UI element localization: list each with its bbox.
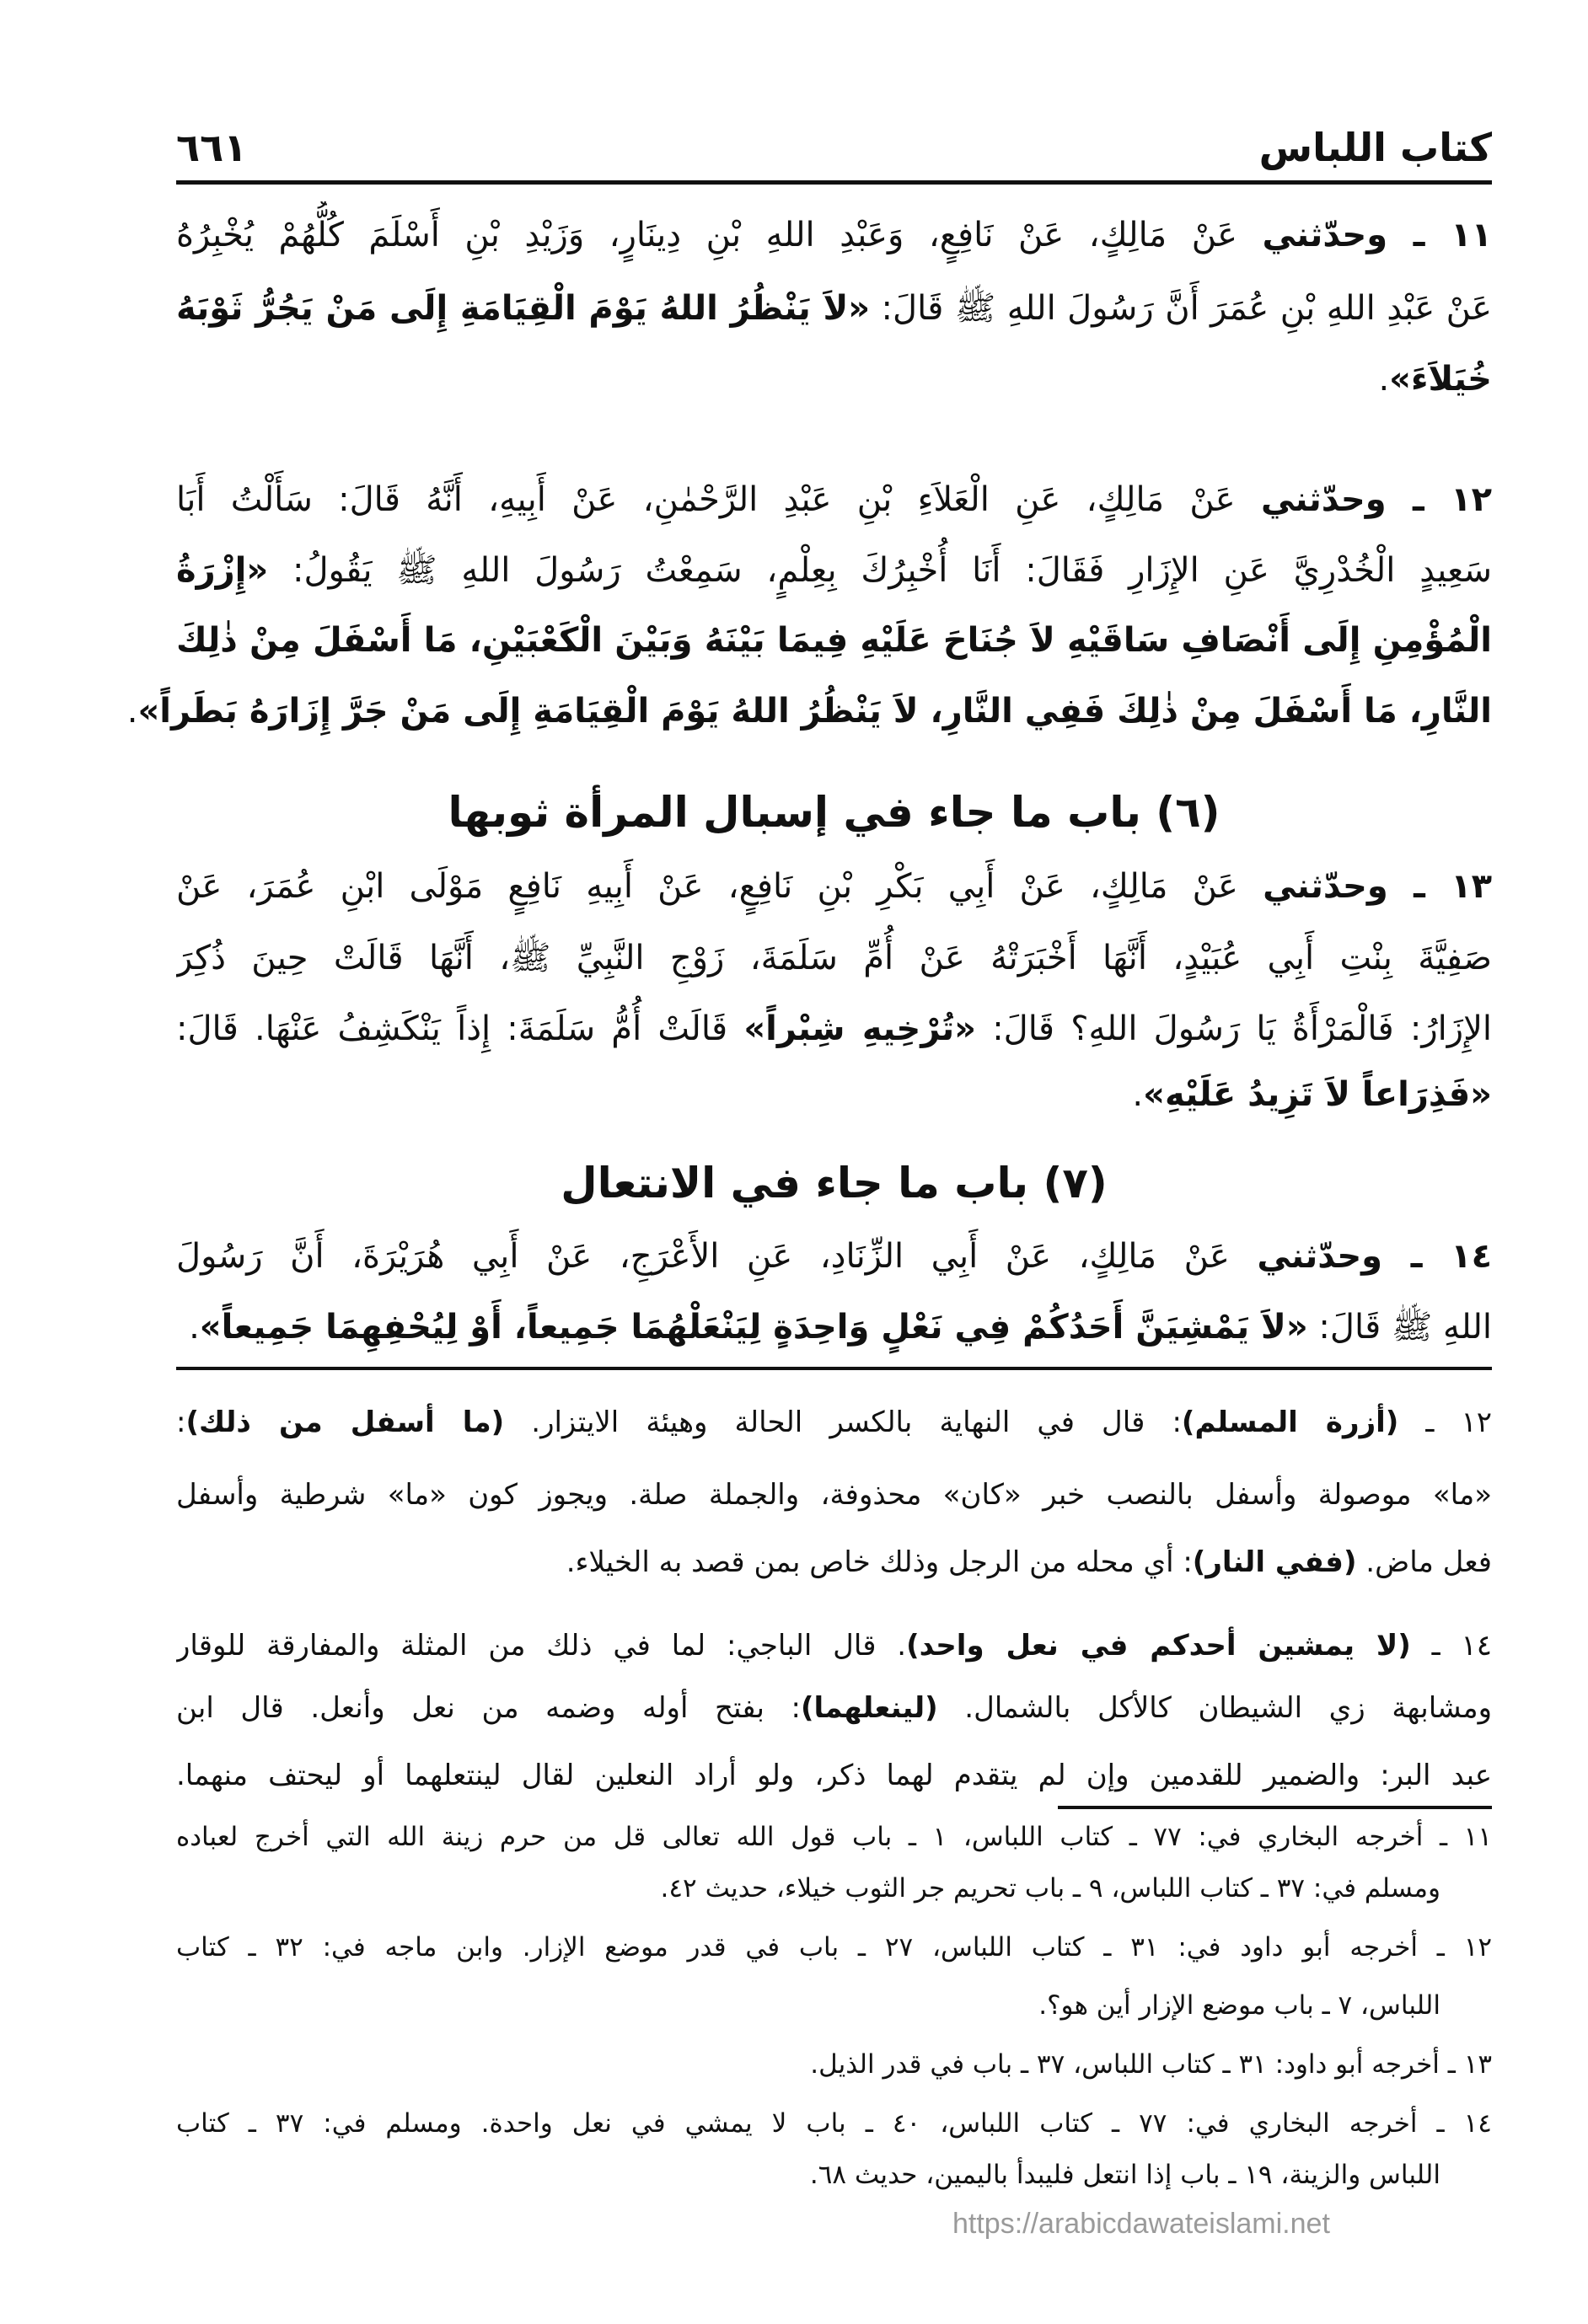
bold-text: الْمُؤْمِنِ إِلَى أَنْصَافِ سَاقَيْهِ لاَ جُنَاحَ عَلَيْهِ فِيمَا بَيْنَهُ وَبَيْنَ الْكَعْبَيْنِ، مَا أَسْفَلَ مِنْ ذٰلِكَ xyxy=(176,621,1492,660)
bold-text: «لاَ يَمْشِيَنَّ أَحَدُكُمْ فِي نَعْلٍ وَاحِدَةٍ لِيَنْعَلْهُمَا جَمِيعاً، أَوْ لِيُحْفِهِمَا جَمِيعاً» xyxy=(199,1308,1308,1347)
text: . قال الباجي: لما في ذلك من المثلة والمفارقة للوقار xyxy=(176,1629,907,1663)
bold-text: ١٣ ـ وحدّثني xyxy=(1263,867,1492,906)
hadith-11-line xyxy=(176,275,1492,342)
hadith-12-line xyxy=(176,607,1492,674)
bold-text: (لا يمشين أحدكم في نعل واحد) xyxy=(906,1629,1411,1663)
text: عَنْ مَالِكٍ، عَنْ أَبِي الزِّنَادِ، عَنِ الأَعْرَجِ، عَنْ أَبِي هُرَيْرَةَ، أَنَّ رَسُولَ xyxy=(176,1237,1258,1276)
bold-text: «لاَ يَنْظُرُ اللهُ يَوْمَ الْقِيَامَةِ إِلَى مَنْ يَجُرُّ ثَوْبَهُ xyxy=(176,289,871,328)
text: . xyxy=(126,692,138,731)
text: ١٢ ـ xyxy=(1398,1406,1492,1439)
note-14-line xyxy=(176,1679,1492,1738)
text: عَنْ مَالِكٍ، عَنْ نَافِعٍ، وَعَبْدِ اللهِ بْنِ دِينَارٍ، وَزَيْدِ بْنِ أَسْلَمَ كُلُّهُمْ يُخْبِرُهُ xyxy=(176,216,1263,254)
footnotes-rule xyxy=(1058,1806,1492,1809)
text: ومسلم في: ٣٧ ـ كتاب اللباس، ٩ ـ باب تحريم جر الثوب خيلاء، حديث ٤٢. xyxy=(660,1873,1440,1904)
note-12-line xyxy=(176,1465,1492,1524)
bold-text: «إِزْرَةُ xyxy=(176,551,269,590)
hadith-11-line xyxy=(176,345,1492,413)
chapter-7-heading: (٧) باب ما جاء في الانتعال xyxy=(561,1159,1108,1208)
text: . xyxy=(1132,1075,1144,1114)
footnote-line xyxy=(176,1980,1440,2031)
text: فعل ماض. xyxy=(1356,1545,1492,1579)
notes-rule xyxy=(176,1367,1492,1370)
text: ١٢ ـ أخرجه أبو داود في: ٣١ ـ كتاب اللباس، ٢٧ ـ باب في قدر موضع الإزار. وابن ماجه في: ٣٢ ـ كتاب xyxy=(176,1932,1492,1963)
bold-text: (لينعلهما) xyxy=(801,1691,938,1725)
text: ١٤ ـ أخرجه البخاري في: ٧٧ ـ كتاب اللباس، ٤٠ ـ باب لا يمشي في نعل واحدة. ومسلم في: ٣٧ ـ كتاب xyxy=(176,2108,1492,2139)
text: صَفِيَّةَ بِنْتِ أَبِي عُبَيْدٍ، أَنَّهَا أَخْبَرَتْهُ عَنْ أُمِّ سَلَمَةَ، زَوْجِ النَّبِيِّ ﷺ، أَنَّهَا قَالَتْ حِينَ ذُكِرَ xyxy=(176,939,1492,977)
text: عَنْ عَبْدِ اللهِ بْنِ عُمَرَ أَنَّ رَسُولَ اللهِ ﷺ قَالَ: xyxy=(870,289,1492,328)
hadith-14-line xyxy=(176,1223,1492,1290)
hadith-12-line xyxy=(126,677,1492,745)
text: ١٣ ـ أخرجه أبو داود: ٣١ ـ كتاب اللباس، ٣٧ ـ باب في قدر الذيل. xyxy=(810,2049,1492,2080)
text: : أي محله من الرجل وذلك خاص بمن قصد به الخيلاء. xyxy=(566,1545,1193,1579)
footnote-line xyxy=(176,2039,1492,2090)
text: ١١ ـ أخرجه البخاري في: ٧٧ ـ كتاب اللباس، ١ ـ باب قول الله تعالى قل من حرم زينة الله التي أخرج لعباده xyxy=(176,1822,1492,1852)
footnote-line xyxy=(176,1863,1440,1914)
note-12-line xyxy=(176,1533,1492,1592)
text: : xyxy=(176,1406,186,1439)
bold-text: خُيَلاَءَ» xyxy=(1389,360,1492,399)
hadith-11-line xyxy=(176,201,1492,269)
text: اللهِ ﷺ قَالَ: xyxy=(1307,1308,1492,1347)
bold-text: النَّارِ، مَا أَسْفَلَ مِنْ ذٰلِكَ فَفِي النَّارِ، لاَ يَنْظُرُ اللهُ يَوْمَ الْقِيَامَةِ إِلَى مَنْ جَرَّ إِزَارَهُ بَطَراً» xyxy=(137,692,1492,731)
text: اللباس والزينة، ١٩ ـ باب إذا انتعل فليبدأ باليمين، حديث ٦٨. xyxy=(809,2160,1440,2190)
text: ١٤ ـ xyxy=(1410,1629,1492,1663)
footnote-line xyxy=(176,1922,1492,1973)
footnote-line xyxy=(176,2150,1440,2200)
text: . xyxy=(189,1308,200,1347)
text: ومشابهة زي الشيطان كالأكل بالشمال. xyxy=(937,1691,1492,1725)
page-number: ٦٦١ xyxy=(176,125,248,170)
hadith-13-line xyxy=(176,924,1492,992)
text: سَعِيدٍ الْخُدْرِيَّ عَنِ الإِزَارِ فَقَالَ: أَنَا أُخْبِرُكَ بِعِلْمٍ، سَمِعْتُ رَسُولَ اللهِ ﷺ يَقُولُ: xyxy=(268,551,1492,590)
hadith-13-line xyxy=(176,995,1492,1063)
bold-text: (أزرة المسلم) xyxy=(1181,1406,1399,1439)
hadith-13-line xyxy=(176,1061,1492,1128)
header-rule xyxy=(176,180,1492,185)
bold-text: ١٢ ـ وحدّثني xyxy=(1260,480,1492,519)
bold-text: (ففي النار) xyxy=(1192,1545,1357,1579)
text: : بفتح أوله وضمه من نعل وأنعل. قال ابن xyxy=(176,1691,801,1725)
text: عَنْ مَالِكٍ، عَنِ الْعَلاَءِ بْنِ عَبْدِ الرَّحْمٰنِ، عَنْ أَبِيهِ، أَنَّهُ قَالَ: سَأَلْتُ أَبَا xyxy=(176,480,1261,519)
text: : قال في النهاية بالكسر الحالة وهيئة الايتزار. xyxy=(504,1406,1182,1439)
text: قَالَتْ أُمُّ سَلَمَةَ: إِذاً يَنْكَشِفُ عَنْهَا. قَالَ: xyxy=(176,1009,744,1048)
bold-text: ١٤ ـ وحدّثني xyxy=(1257,1237,1492,1276)
bold-text: «فَذِرَاعاً لاَ تَزِيدُ عَلَيْهِ» xyxy=(1143,1075,1492,1114)
watermark-url: https://arabicdawateislami.net xyxy=(952,2208,1330,2240)
hadith-13-line xyxy=(176,853,1492,920)
text: عَنْ مَالِكٍ، عَنْ أَبِي بَكْرِ بْنِ نَافِعٍ، عَنْ أَبِيهِ نَافِعٍ مَوْلَى ابْنِ عُمَرَ، عَنْ xyxy=(176,867,1263,906)
note-12-line xyxy=(176,1393,1492,1452)
text: «ما» موصولة وأسفل بالنصب خبر «كان» محذوفة، والجملة صلة. ويجوز كون «ما» شرطية وأسفل xyxy=(176,1478,1492,1512)
note-14-line xyxy=(176,1616,1492,1675)
hadith-12-line xyxy=(176,537,1492,604)
note-14-line xyxy=(176,1746,1492,1805)
bold-text: ١١ ـ وحدّثني xyxy=(1262,216,1492,254)
book-title: كتاب اللباس xyxy=(1258,125,1492,170)
footnote-line xyxy=(176,2098,1492,2149)
text: الإِزَارُ: فَالْمَرْأَةُ يَا رَسُولَ اللهِ؟ قَالَ: xyxy=(976,1009,1492,1048)
footnote-line xyxy=(176,1812,1492,1862)
text: . xyxy=(1378,360,1390,399)
text: اللباس، ٧ ـ باب موضع الإزار أين هو؟. xyxy=(1038,1990,1440,2021)
bold-text: (ما أسفل من ذلك) xyxy=(185,1406,505,1439)
hadith-14-line xyxy=(176,1293,1492,1361)
text: عبد البر: والضمير للقدمين وإن لم يتقدم لهما ذكر، ولو أراد النعلين لقال لينتعلهما أو ليحتف منهما. xyxy=(176,1759,1492,1792)
hadith-12-line xyxy=(176,466,1492,533)
bold-text: «تُرْخِيهِ شِبْراً» xyxy=(743,1009,976,1048)
chapter-6-heading: (٦) باب ما جاء في إسبال المرأة ثوبها xyxy=(448,788,1221,837)
